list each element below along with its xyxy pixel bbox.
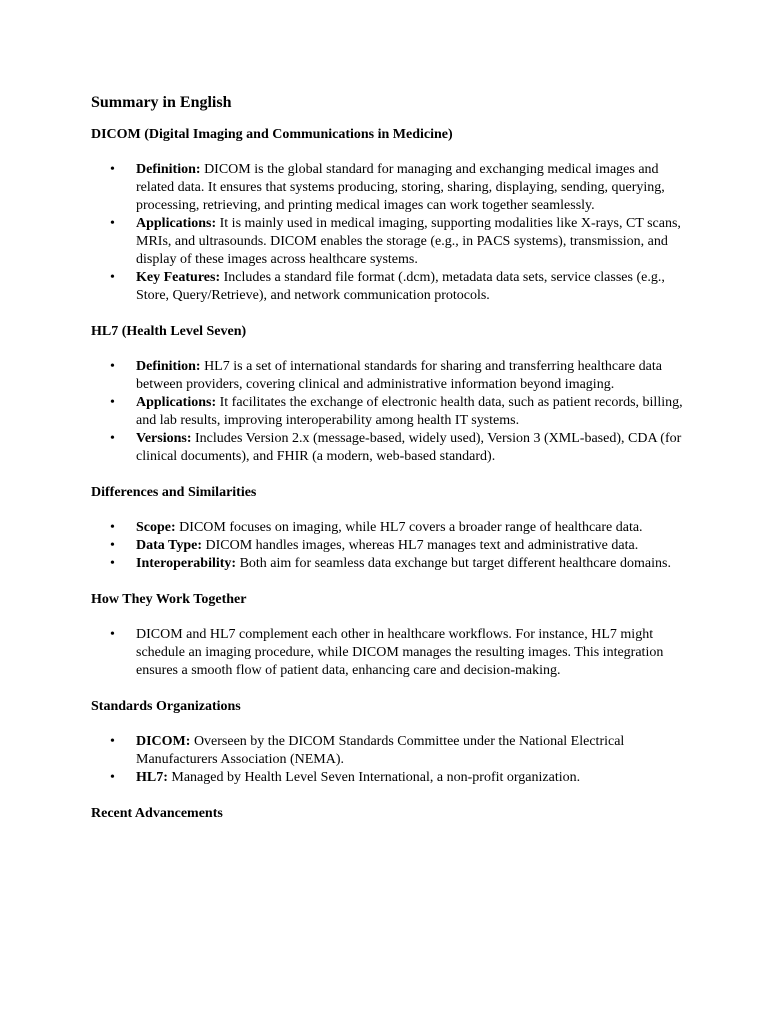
section-heading: Recent Advancements	[91, 806, 223, 821]
item-term: Interoperability:	[136, 556, 237, 571]
document-content	[91, 93, 691, 823]
list-item	[91, 161, 691, 215]
item-text: Overseen by the DICOM Standards Committee under the National Electrical Manufacturers Association (NEMA).	[136, 734, 625, 767]
item-text: Managed by Health Level Seven International, a non-profit organization.	[171, 770, 581, 785]
item-term: Applications:	[136, 216, 217, 231]
item-term: Definition:	[136, 359, 201, 374]
bullet-icon: •	[110, 431, 115, 446]
bullet-icon: •	[110, 162, 115, 177]
bullet-icon: •	[110, 627, 115, 642]
list-item	[91, 733, 691, 769]
item-text: HL7 is a set of international standards for sharing and transferring healthcare data between providers, covering clinical and administrative information beyond imaging.	[136, 359, 663, 392]
list-item	[91, 537, 691, 555]
item-text: DICOM handles images, whereas HL7 manages text and administrative data.	[205, 538, 639, 553]
list-item	[91, 358, 691, 394]
list-item	[91, 269, 691, 305]
bullet-icon: •	[110, 538, 115, 553]
bullet-icon: •	[110, 359, 115, 374]
list-item	[91, 394, 691, 430]
section-heading: Differences and Similarities	[91, 485, 257, 500]
item-text: DICOM is the global standard for managing and exchanging medical images and related data. It ensures that systems producing, storing, sharing, displaying, sending, querying, processing, retrieving, and printing medical images can work together seamlessly.	[136, 162, 665, 213]
section-heading: Standards Organizations	[91, 699, 241, 714]
list-item	[91, 519, 691, 537]
item-text: It facilitates the exchange of electronic health data, such as patient records, billing, and lab results, improving interoperability among health IT systems.	[136, 395, 683, 428]
item-text: It is mainly used in medical imaging, supporting modalities like X-rays, CT scans, MRIs, and ultrasounds. DICOM enables the storage (e.g., in PACS systems), transmission, and display of these images across healthcare systems.	[136, 216, 681, 267]
bullet-icon: •	[110, 556, 115, 571]
item-term: Data Type:	[136, 538, 202, 553]
bullet-icon: •	[110, 270, 115, 285]
item-term: Applications:	[136, 395, 217, 410]
bullet-icon: •	[110, 216, 115, 231]
item-term: Scope:	[136, 520, 176, 535]
list-item	[91, 215, 691, 269]
bullet-icon: •	[110, 395, 115, 410]
list-item	[91, 555, 691, 573]
list-item	[91, 626, 691, 680]
bullet-icon: •	[110, 734, 115, 749]
bullet-list	[91, 358, 691, 466]
item-term: HL7:	[136, 770, 168, 785]
list-item	[91, 430, 691, 466]
item-term: Definition:	[136, 162, 201, 177]
item-text: DICOM and HL7 complement each other in healthcare workflows. For instance, HL7 might schedule an imaging procedure, while DICOM manages the resulting images. This integration ensures a smooth flow of patient data, enhancing care and decision-making.	[136, 627, 664, 678]
item-term: DICOM:	[136, 734, 191, 749]
bullet-icon: •	[110, 520, 115, 535]
section-heading: HL7 (Health Level Seven)	[91, 324, 247, 339]
bullet-list	[91, 626, 691, 680]
document-sections	[91, 126, 691, 823]
item-term: Versions:	[136, 431, 192, 446]
item-text: Includes a standard file format (.dcm), metadata data sets, service classes (e.g., Store, Query/Retrieve), and network communication protocols.	[136, 270, 665, 303]
bullet-list	[91, 733, 691, 787]
section-heading: How They Work Together	[91, 592, 247, 607]
item-text: Both aim for seamless data exchange but target different healthcare domains.	[239, 556, 671, 571]
bullet-list	[91, 161, 691, 305]
item-text: DICOM focuses on imaging, while HL7 covers a broader range of healthcare data.	[179, 520, 643, 535]
item-term: Key Features:	[136, 270, 221, 285]
section-heading: DICOM (Digital Imaging and Communications in Medicine)	[91, 127, 453, 142]
bullet-list	[91, 519, 691, 573]
document-title: Summary in English	[91, 94, 232, 111]
item-text: Includes Version 2.x (message-based, widely used), Version 3 (XML-based), CDA (for clinical documents), and FHIR (a modern, web-based standard).	[136, 431, 682, 464]
bullet-icon: •	[110, 770, 115, 785]
list-item	[91, 769, 691, 787]
